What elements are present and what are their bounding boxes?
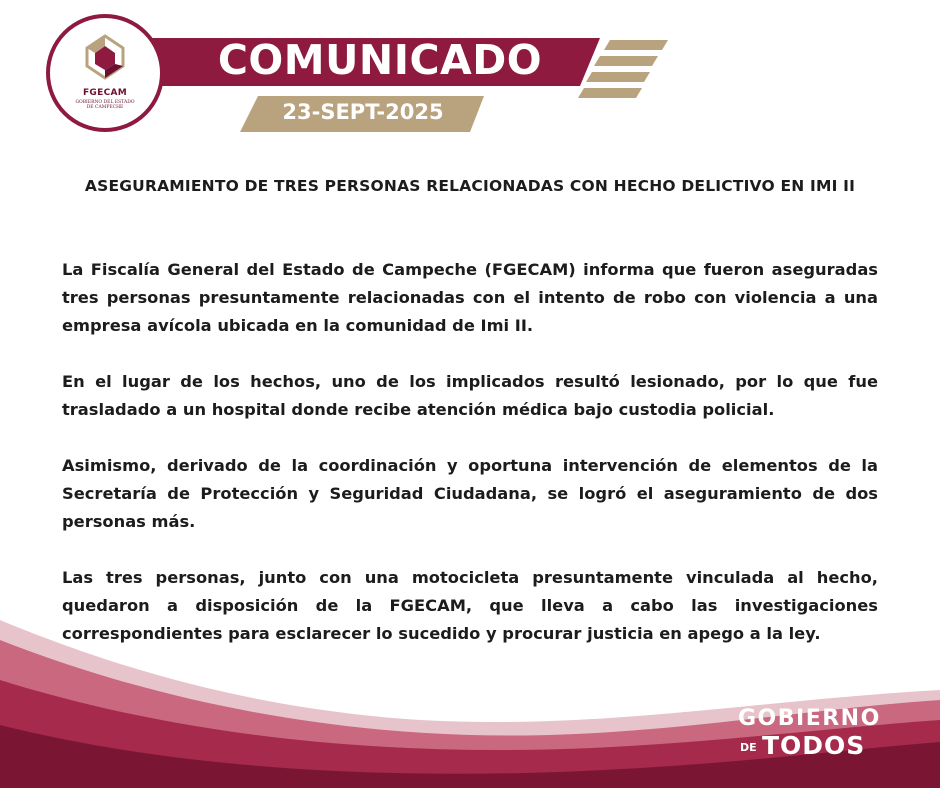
paragraph-1: La Fiscalía General del Estado de Campeche (FGECAM) informa que fueron aseguradas tres personas presuntamente relacionadas con el intento de robo con violencia a una empresa avícola ubicada en la comunidad de Imi II. [62,260,878,335]
fgecam-logo [46,14,164,132]
paragraph-3: Asimismo, derivado de la coordinación y oportuna intervención de elementos de la Secretaría de Protección y Seguridad Ciudadana, se logró el aseguramiento de dos personas más. [62,456,878,531]
brand-line1: GOBIERNO [738,706,881,731]
logo-subtitle-line2: DE CAMPECHE [86,105,124,110]
article-headline: ASEGURAMIENTO DE TRES PERSONAS RELACIONADAS CON HECHO DELICTIVO EN IMI II [84,177,856,195]
hexagon-emblem-icon [50,18,160,88]
brand-de: DE [740,741,757,754]
gobierno-de-todos-logo [738,706,881,760]
paragraph-4: Las tres personas, junto con una motocicleta presuntamente vinculada al hecho, quedaron a disposición de la FGECAM, que lleva a cabo las investigaciones correspondientes para esclarecer lo sucedido y procurar justicia en apego a la ley. [62,568,878,643]
header-banner [0,0,940,150]
logo-subtitle-line1: GOBIERNO DEL ESTADO [75,100,135,105]
page-title: COMUNICADO [217,36,543,84]
logo-subtitle [50,100,160,110]
paragraph-2: En el lugar de los hechos, uno de los implicados resultó lesionado, por lo que fue trasladado a un hospital donde recibe atención médica bajo custodia policial. [62,372,878,419]
logo-name: FGECAM [82,88,127,98]
release-date: 23-SEPT-2025 [282,100,444,124]
brand-line2: TODOS [762,731,866,760]
